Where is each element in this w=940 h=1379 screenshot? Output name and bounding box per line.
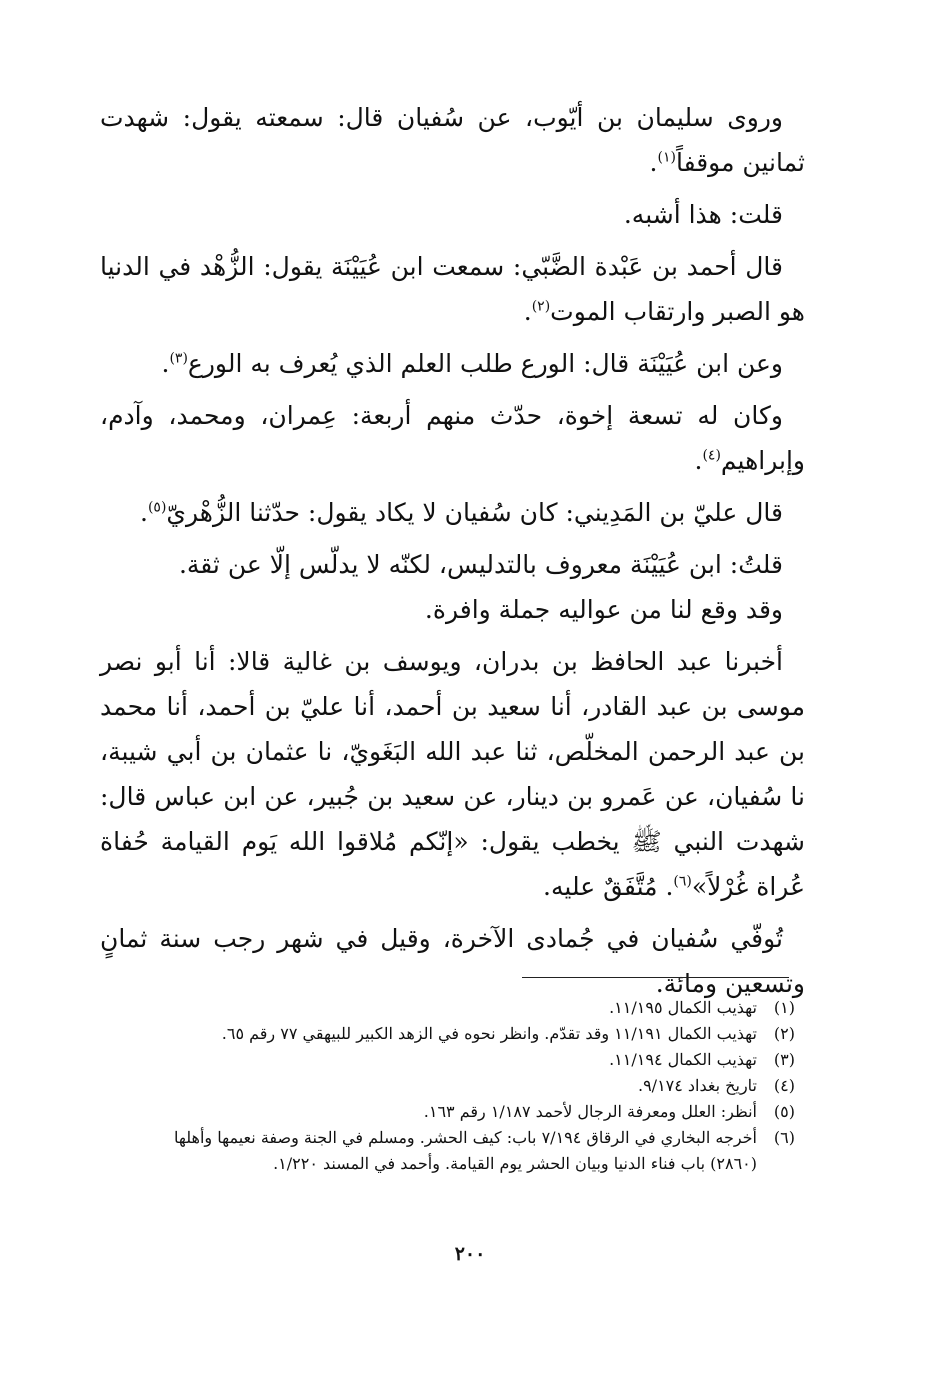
footnote-number: (٥): [773, 1102, 795, 1121]
paragraph-5: وكان له تسعة إخوة، حدّث منهم أربعة: عِمران، ومحمد، وآدم، وإبراهيم$^{(٤)}$.: [100, 401, 805, 475]
paragraph-7: قلتُ: ابن عُيَيْنَة معروف بالتدليس، لكنّه لا يدلّس إلّا عن ثقة.: [178, 550, 783, 579]
footnote-number: (٤): [773, 1076, 795, 1095]
footnote-divider: [522, 977, 789, 978]
footnote-3: [140, 1047, 795, 1073]
footnote-number: (١): [773, 998, 795, 1017]
footnote-ref-1[interactable]: (١): [657, 149, 676, 166]
footnote-ref-5[interactable]: (٥): [147, 499, 167, 516]
footnote-number: (٣): [773, 1050, 795, 1069]
paragraph-8: وقد وقع لنا من عواليه جملة وافرة.: [424, 595, 783, 624]
footnote-number: (٢): [773, 1024, 795, 1043]
footnote-5: [140, 1099, 795, 1125]
footnote-text: تهذيب الكمال ١١/١٩٥.: [609, 998, 757, 1017]
footnote-ref-3[interactable]: (٣): [169, 350, 188, 367]
paragraph-6: قال عليّ بن المَدِيني: كان سُفيان لا يكاد يقول: حدّثنا الزُّهْريّ$^{(٥)}$.: [139, 498, 783, 527]
footnote-ref-2[interactable]: (٢): [531, 298, 551, 315]
footnote-text: أنظر: العلل ومعرفة الرجال لأحمد ١/١٨٧ رقم ١٦٣.: [423, 1102, 757, 1121]
footnote-text: أخرجه البخاري في الرقاق ٧/١٩٤ باب: كيف الحشر. ومسلم في الجنة وصفة نعيمها وأهلها (٢٨٦٠) باب فناء الدنيا وبيان الحشر يوم القيامة. وأحمد في المسند ١/٢٢٠.: [173, 1128, 757, 1173]
paragraph-2: قلت: هذا أشبه.: [623, 200, 783, 229]
footnote-4: [140, 1073, 795, 1099]
main-text: [100, 95, 805, 1013]
footnote-2: [140, 1021, 795, 1047]
footnote-ref-4[interactable]: (٤): [702, 447, 721, 464]
paragraph-1: وروى سليمان بن أيّوب، عن سُفيان قال: سمعته يقول: شهدت ثمانين موقفاً$^{(١)}$.: [100, 103, 805, 177]
paragraph-10: تُوفّي سُفيان في جُمادى الآخرة، وقيل في شهر رجب سنة ثمانٍ وتسعين ومائة.: [100, 924, 805, 998]
paragraph-3: قال أحمد بن عَبْدة الضَّبّي: سمعت ابن عُيَيْنَة يقول: الزُّهْد في الدنيا هو الصبر وارتقاب الموت$^{(٢)}$.: [100, 252, 805, 326]
paragraph-4: وعن ابن عُيَيْنَة قال: الورع طلب العلم الذي يُعرف به الورع$^{(٣)}$.: [161, 349, 783, 378]
footnote-text: تاريخ بغداد ٩/١٧٤.: [637, 1076, 757, 1095]
page-number: ٢٠٠: [454, 1243, 486, 1265]
footnote-1: [140, 995, 795, 1021]
footnote-ref-6[interactable]: (٦): [673, 873, 692, 890]
footnote-text: تهذيب الكمال ١١/١٩١ وقد تقدّم. وانظر نحوه في الزهد الكبير للبيهقي ٧٧ رقم ٦٥.: [221, 1024, 757, 1043]
footnotes: [140, 995, 795, 1177]
footnote-6: [140, 1125, 795, 1177]
footnote-text: تهذيب الكمال ١١/١٩٤.: [609, 1050, 757, 1069]
footnote-number: (٦): [773, 1128, 795, 1147]
paragraph-9: أخبرنا عبد الحافظ بن بدران، ويوسف بن غالية قالا: أنا أبو نصر موسى بن عبد القادر، أنا سعيد بن أحمد، أنا عليّ بن أحمد، أنا محمد بن عبد الرحمن المخلّص، ثنا عبد الله البَغَويّ، نا عثمان بن أبي شيبة، نا سُفيان، عن عَمرو بن دينار، عن سعيد بن جُبير، عن ابن عباس قال: شهدت النبي ﷺ يخطب يقول: «إنّكم مُلاقوا الله يَوم القيامة حُفاة عُراة غُرْلاً»$^{(٦)}$. مُتَّفَقٌ عليه.: [100, 647, 805, 901]
